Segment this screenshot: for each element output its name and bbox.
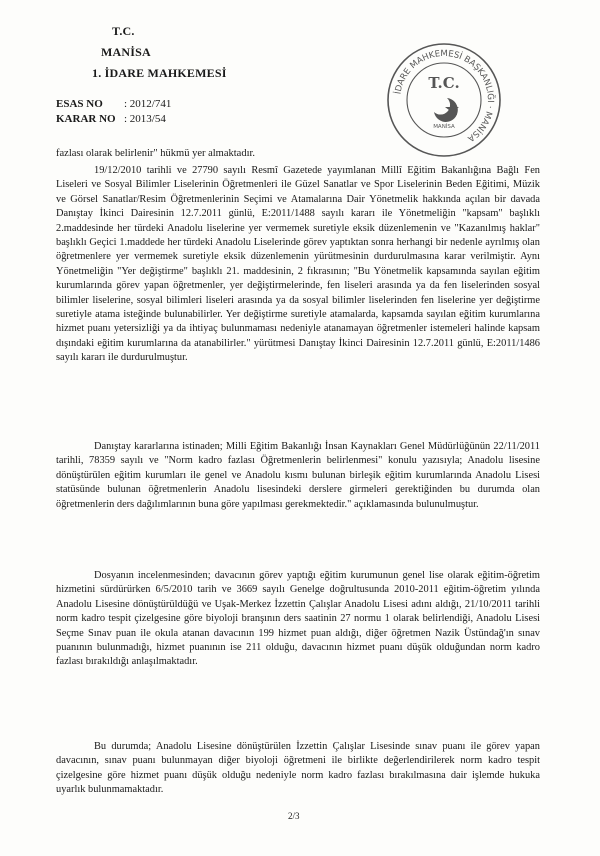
esas-no-label: ESAS NO	[56, 98, 103, 110]
stamp-tc-text: T.C.	[428, 74, 460, 92]
paragraph-4: Bu durumda; Anadolu Lisesine dönüştürülen İzzettin Çalışlar Lisesinde sınav puanı ile görev yapan davacının, sınav puanı bulunmayan diğer biyoloji öğretmeni ile birlikte değerlendirilerek norm kadro tespit çizelgesine göre hizmet puanı düşük olduğu nedeniyle norm kadro fazlası bırakılmasına dair işlemde hukuka uyarlık bulunmamaktadır.	[56, 741, 540, 796]
header-court: 1. İDARE MAHKEMESİ	[92, 66, 227, 80]
continued-fragment: fazlası olarak belirlenir" hükmü yer almaktadır.	[56, 148, 256, 159]
page-number: 2/3	[288, 811, 300, 821]
stamp-ring-text: İDARE MAHKEMESİ BAŞKANLIĞI · MANİSA	[393, 48, 496, 144]
court-seal-stamp	[384, 40, 504, 160]
karar-no-label: KARAR NO	[56, 113, 116, 125]
stamp-center-text: MANİSA	[433, 124, 455, 130]
header-tc: T.C.	[112, 24, 135, 38]
paragraph-3: Dosyanın incelenmesinden; davacının görev yaptığı eğitim kurumunun genel lise olarak eğitim-öğretim hizmetini sürdürürken 6/5/2010 tarih ve 3669 sayılı Genelge doğrultusunda 2010-2011 eğitim-öğretim yılında Anadolu Lisesine dönüştürüldüğü ve Uşak-Merkez İzzettin Çalışlar Anadolu Lisesi adını aldığı, 21/10/2011 tarihli norm kadro tespit çizelgesine göre biyoloji branşının ders saatinin 27 normu 1 olarak belirlendiği, Anadolu Lisesi Seçme Sınav puan ile okula atanan davacının 199 hizmet puan aldığı, diğer öğretmen Nazik Üstündağ'ın sınav puanının bulunmadığı, hizmet puanının ise 211 olduğu, davacının hizmet puanı düşük olduğundan norm kadro fazlası bırakıldığı anlaşılmaktadır.	[56, 570, 540, 668]
karar-no-row	[56, 113, 166, 125]
karar-no-value: : 2013/54	[124, 113, 166, 125]
paragraph-1: 19/12/2010 tarihli ve 27790 sayılı Resmî Gazetede yayımlanan Millî Eğitim Bakanlığına Bağlı Fen Liseleri ve Sosyal Bilimler Liselerinin Öğretmenleri ile Güzel Sanatlar ve Spor Liselerinin Beden Eğitimi, Müzik ve Görsel Sanatlar/Resim Öğretmenlerinin Seçimi ve Atamalarına Dair Yönetmelik hakkında açılan bir davada Danıştay İkinci Dairesinin 12.7.2011 günlü, E:2011/1488 sayılı kararı ile Yönetmeliğin "kapsam" başlıklı 2.maddesinde her türdeki Anadolu liselerine yer vermemek suretiyle eksik düzenlemenin ve "Kazanılmış haklar" başlıklı Geçici 1.maddede her türdeki Anadolu Liselerinde görev yaptıktan sonra herhangi bir nedenle ayrılmış olan öğretmenlere yer vermemek suretiyle eksik düzenlemenin yürütmesinin durdurulmasına karar verilmiştir. Aynı Yönetmeliğin "Yer değiştirme" başlıklı 21. maddesinin, 2 fıkrasının; "Bu Yönetmelik kapsamında sayılan eğitim kurumlarında görev yapan öğretmenler, yer değiştirmelerinde, fen liseleri arasında ya da fen liselerinden sosyal bilimler liselerine, sosyal bilimleri liseleri arasında ya da sosyal bilimler liselerinden fen liselerine yer değiştirme suretiyle atama isteğinde bulunabilirler. Yer değiştirme suretiyle atamalarda, kapsamda sayılan eğitim kurumlarına hizmet puanı yetersizliği ya da ihtiyaç bulunmaması nedeniyle atanamayan öğretmenler istemeleri halinde kapsam dışındaki eğitim kurumlarına da atanabilirler." yürütmesi Danıştay İkinci Dairesinin 12.7.2011 günlü, E:2011/1486 sayılı kararı ile durdurulmuştur.	[56, 165, 540, 364]
esas-no-row	[56, 98, 171, 110]
esas-no-value: : 2012/741	[124, 98, 172, 110]
header-city: MANİSA	[101, 45, 151, 59]
paragraph-2: Danıştay kararlarına istinaden; Milli Eğitim Bakanlığı İnsan Kaynakları Genel Müdürlüğünün 22/11/2011 tarihli, 78359 sayılı ve "Norm kadro fazlası Öğretmenlerin belirlenmesi" konulu yazısıyla; Anadolu lisesine dönüştürülen eğitim kurumları ile genel ve Anadolu kısmı bulunan birleşik eğitim kurumlarında Anadolu Lisesi statüsünde bulunan öğretmenlerin Anadolu lisesindeki derslere girmeleri gerektiğinden bu durumda olan öğretmenlerin ders dağılımlarının buna göre yapılması gerekmektedir." açıklamasında bulunulmuştur.	[56, 441, 540, 510]
